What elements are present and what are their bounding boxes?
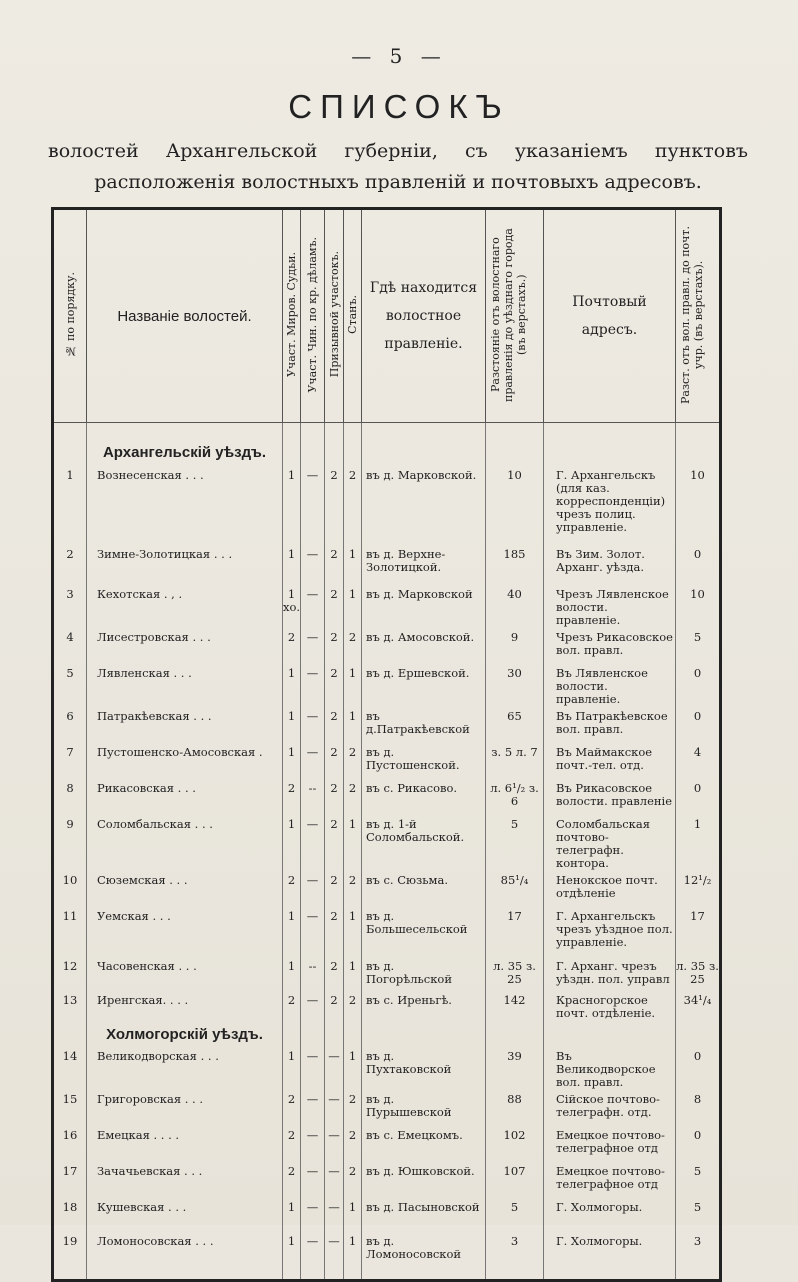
place-cell: въ д. Пурышевской — [362, 1089, 486, 1125]
mir-cell: 1 — [283, 706, 301, 742]
header-chin: Участ. Чин. по кр. дѣламъ. — [301, 209, 325, 423]
volost-name: Ломоносовская . . . — [87, 1231, 283, 1281]
distance-town-cell: л. 6¹/₂ з. 6 — [486, 778, 544, 814]
distance-post-cell: 0 — [676, 663, 721, 706]
table-row — [53, 814, 721, 870]
volost-name: Сюземская . . . — [87, 870, 283, 906]
header-mir: Участ. Миров. Судьи. — [283, 209, 301, 423]
chin-cell: — — [301, 1089, 325, 1125]
prizyv-cell: 2 — [325, 742, 344, 778]
distance-post-cell: 0 — [676, 544, 721, 584]
row-number: 19 — [53, 1231, 87, 1281]
distance-post-cell: 0 — [676, 778, 721, 814]
row-number: 5 — [53, 663, 87, 706]
place-cell: въ д.Патракѣевской — [362, 706, 486, 742]
chin-cell: — — [301, 627, 325, 663]
stan-cell: 1 — [344, 706, 362, 742]
distance-post-cell: 1 — [676, 814, 721, 870]
volost-name: Зачачьевская . . . — [87, 1161, 283, 1197]
mir-cell: 1 — [283, 465, 301, 544]
place-cell: въ с. Емецкомъ. — [362, 1125, 486, 1161]
prizyv-cell: 2 — [325, 627, 344, 663]
volost-name: Зимне-Золотицкая . . . — [87, 544, 283, 584]
place-cell: въ д. Марковской. — [362, 465, 486, 544]
place-cell: въ с. Сюзьма. — [362, 870, 486, 906]
prizyv-cell: 2 — [325, 814, 344, 870]
distance-town-cell: 65 — [486, 706, 544, 742]
mir-cell: 1 — [283, 663, 301, 706]
chin-cell: — — [301, 814, 325, 870]
prizyv-cell: — — [325, 1125, 344, 1161]
distance-post-cell: 5 — [676, 627, 721, 663]
chin-cell: — — [301, 584, 325, 627]
stan-cell: 1 — [344, 814, 362, 870]
stan-cell: 2 — [344, 1161, 362, 1197]
row-number: 17 — [53, 1161, 87, 1197]
place-cell: въ д. Амосовской. — [362, 627, 486, 663]
volost-name: Григоровская . . . — [87, 1089, 283, 1125]
postal-address-cell: Въ Зим. Золот. Арханг. уѣзда. — [544, 544, 676, 584]
stan-cell: 2 — [344, 742, 362, 778]
table-row — [53, 1089, 721, 1125]
volost-name: Пустошенско-Амосовская . — [87, 742, 283, 778]
place-cell: въ д. Ломоносовской — [362, 1231, 486, 1281]
row-number: 1 — [53, 465, 87, 544]
prizyv-cell: 2 — [325, 778, 344, 814]
stan-cell: 1 — [344, 544, 362, 584]
distance-post-cell: 10 — [676, 465, 721, 544]
distance-town-cell: 17 — [486, 906, 544, 956]
table-row — [53, 906, 721, 956]
section-title: Холмогорскій уѣздъ. — [87, 1022, 283, 1046]
distance-town-cell: 3 — [486, 1231, 544, 1281]
chin-cell: — — [301, 663, 325, 706]
distance-post-cell: 5 — [676, 1161, 721, 1197]
row-number: 7 — [53, 742, 87, 778]
table-row — [53, 778, 721, 814]
page-subtitle: волостей Архангельской губерніи, съ указаніемъ пунктовъ расположенія волостныхъ правленій и почтовыхъ адресовъ. — [48, 140, 748, 193]
table-row — [53, 956, 721, 990]
mir-cell: 1 — [283, 1197, 301, 1231]
table-row — [53, 990, 721, 1022]
mir-cell: 2 — [283, 627, 301, 663]
place-cell: въ д. Марковской — [362, 584, 486, 627]
prizyv-cell: 2 — [325, 544, 344, 584]
table-header-row — [53, 209, 721, 423]
volost-name: Великодворская . . . — [87, 1046, 283, 1089]
stan-cell: 2 — [344, 1125, 362, 1161]
stan-cell: 1 — [344, 906, 362, 956]
header-name: Названіе волостей. — [87, 209, 283, 423]
volost-name: Рикасовская . . . — [87, 778, 283, 814]
volost-name: Емецкая . . . . — [87, 1125, 283, 1161]
distance-post-cell: 8 — [676, 1089, 721, 1125]
prizyv-cell: 2 — [325, 584, 344, 627]
place-cell: въ д. Пасыновской — [362, 1197, 486, 1231]
row-number: 9 — [53, 814, 87, 870]
distance-town-cell: 102 — [486, 1125, 544, 1161]
stan-cell: 2 — [344, 778, 362, 814]
mir-cell: 2 — [283, 1161, 301, 1197]
volost-name: Уемская . . . — [87, 906, 283, 956]
prizyv-cell: — — [325, 1197, 344, 1231]
chin-cell: — — [301, 465, 325, 544]
table-row — [53, 544, 721, 584]
postal-address-cell: Чрезъ Рикасовское вол. правл. — [544, 627, 676, 663]
chin-cell: -- — [301, 778, 325, 814]
distance-town-cell: 9 — [486, 627, 544, 663]
table-row — [53, 465, 721, 544]
mir-cell: 2 — [283, 990, 301, 1022]
volost-table — [51, 207, 722, 1282]
place-cell: въ с. Рикасово. — [362, 778, 486, 814]
place-cell: въ д. Погорѣльской — [362, 956, 486, 990]
distance-post-cell: 0 — [676, 1046, 721, 1089]
table-row — [53, 1161, 721, 1197]
postal-address-cell: Въ Великодворское вол. правл. — [544, 1046, 676, 1089]
postal-address-cell: Въ Маймакское почт.-тел. отд. — [544, 742, 676, 778]
header-num: № по порядку. — [53, 209, 87, 423]
prizyv-cell: 2 — [325, 990, 344, 1022]
chin-cell: — — [301, 706, 325, 742]
row-number: 16 — [53, 1125, 87, 1161]
chin-cell: — — [301, 990, 325, 1022]
distance-post-cell: 5 — [676, 1197, 721, 1231]
table-row — [53, 1125, 721, 1161]
stan-cell: 2 — [344, 627, 362, 663]
stan-cell: 1 — [344, 584, 362, 627]
table-row — [53, 584, 721, 627]
chin-cell: — — [301, 742, 325, 778]
volost-name: Соломбальская . . . — [87, 814, 283, 870]
chin-cell: — — [301, 906, 325, 956]
prizyv-cell: 2 — [325, 956, 344, 990]
place-cell: въ д. Юшковской. — [362, 1161, 486, 1197]
mir-cell: 1 — [283, 814, 301, 870]
row-number: 8 — [53, 778, 87, 814]
prizyv-cell: — — [325, 1046, 344, 1089]
header-prizyv: Призывной участокъ. — [325, 209, 344, 423]
postal-address-cell: Емецкое почтово-телеграфное отд — [544, 1161, 676, 1197]
distance-town-cell: л. 35 з. 25 — [486, 956, 544, 990]
section-row — [53, 423, 721, 466]
postal-address-cell: Емецкое почтово-телеграфное отд — [544, 1125, 676, 1161]
table-row — [53, 627, 721, 663]
chin-cell: — — [301, 544, 325, 584]
chin-cell: — — [301, 1161, 325, 1197]
distance-town-cell: з. 5 л. 7 — [486, 742, 544, 778]
chin-cell: — — [301, 1231, 325, 1281]
row-number: 10 — [53, 870, 87, 906]
prizyv-cell: — — [325, 1161, 344, 1197]
place-cell: въ д. Верхне-Золотицкой. — [362, 544, 486, 584]
place-cell: въ с. Иреньгѣ. — [362, 990, 486, 1022]
postal-address-cell: Чрезъ Лявленское волости. правленіе. — [544, 584, 676, 627]
mir-cell: 2 — [283, 778, 301, 814]
row-number: 18 — [53, 1197, 87, 1231]
distance-town-cell: 107 — [486, 1161, 544, 1197]
mir-cell: 1 хо. — [283, 584, 301, 627]
mir-cell: 1 — [283, 956, 301, 990]
distance-town-cell: 5 — [486, 1197, 544, 1231]
distance-post-cell: 34¹/₄ — [676, 990, 721, 1022]
volost-name: Лисестровская . . . — [87, 627, 283, 663]
distance-town-cell: 185 — [486, 544, 544, 584]
distance-town-cell: 85¹/₄ — [486, 870, 544, 906]
volost-name: Лявленская . . . — [87, 663, 283, 706]
section-row — [53, 1022, 721, 1046]
row-number: 12 — [53, 956, 87, 990]
postal-address-cell: Ненокское почт. отдѣленіе — [544, 870, 676, 906]
table-row — [53, 1197, 721, 1231]
prizyv-cell: 2 — [325, 465, 344, 544]
page-title: СПИСОКЪ — [288, 88, 510, 125]
header-stan: Станъ. — [344, 209, 362, 423]
place-cell: въ д. Пустошенской. — [362, 742, 486, 778]
distance-post-cell: л. 35 з. 25 — [676, 956, 721, 990]
row-number: 15 — [53, 1089, 87, 1125]
distance-post-cell: 3 — [676, 1231, 721, 1281]
mir-cell: 2 — [283, 1125, 301, 1161]
chin-cell: — — [301, 1197, 325, 1231]
stan-cell: 1 — [344, 663, 362, 706]
prizyv-cell: 2 — [325, 870, 344, 906]
prizyv-cell: 2 — [325, 663, 344, 706]
header-dist2: Разст. отъ вол. правл. до почт. учр. (въ верстахъ). — [676, 209, 721, 423]
distance-post-cell: 10 — [676, 584, 721, 627]
distance-town-cell: 40 — [486, 584, 544, 627]
table-row — [53, 1231, 721, 1281]
distance-post-cell: 17 — [676, 906, 721, 956]
table-row — [53, 706, 721, 742]
stan-cell: 2 — [344, 870, 362, 906]
mir-cell: 1 — [283, 1231, 301, 1281]
header-addr: Почтовый адресъ. — [544, 209, 676, 423]
row-number: 6 — [53, 706, 87, 742]
table-row — [53, 1046, 721, 1089]
distance-town-cell: 10 — [486, 465, 544, 544]
mir-cell: 1 — [283, 906, 301, 956]
row-number: 13 — [53, 990, 87, 1022]
row-number: 2 — [53, 544, 87, 584]
place-cell: въ д. Пухтаковской — [362, 1046, 486, 1089]
mir-cell: 1 — [283, 1046, 301, 1089]
volost-name: Часовенская . . . — [87, 956, 283, 990]
volost-name: Вознесенская . . . — [87, 465, 283, 544]
postal-address-cell: Г. Холмогоры. — [544, 1231, 676, 1281]
postal-address-cell: Г. Архангельскъ чрезъ уѣздное пол. управленіе. — [544, 906, 676, 956]
page-number: — 5 — — [351, 44, 447, 68]
table-row — [53, 742, 721, 778]
mir-cell: 2 — [283, 1089, 301, 1125]
postal-address-cell: Красногорское почт. отдѣленіе. — [544, 990, 676, 1022]
place-cell: въ д. 1-й Соломбальской. — [362, 814, 486, 870]
chin-cell: — — [301, 870, 325, 906]
row-number: 14 — [53, 1046, 87, 1089]
section-title: Архангельскій уѣздъ. — [87, 423, 283, 466]
header-dist1: Разстояніе отъ волостнаго правленія до уѣзднаго города (въ верстахъ.) — [486, 209, 544, 423]
distance-post-cell: 0 — [676, 1125, 721, 1161]
postal-address-cell: Въ Лявленское волости. правленіе. — [544, 663, 676, 706]
place-cell: въ д. Ершевской. — [362, 663, 486, 706]
place-cell: въ д. Большесельской — [362, 906, 486, 956]
stan-cell: 1 — [344, 1197, 362, 1231]
postal-address-cell: Въ Рикасовское волости. правленіе — [544, 778, 676, 814]
chin-cell: — — [301, 1046, 325, 1089]
distance-town-cell: 142 — [486, 990, 544, 1022]
header-place: Гдѣ находится волостное правленіе. — [362, 209, 486, 423]
row-number: 3 — [53, 584, 87, 627]
distance-post-cell: 0 — [676, 706, 721, 742]
mir-cell: 1 — [283, 742, 301, 778]
mir-cell: 1 — [283, 544, 301, 584]
stan-cell: 2 — [344, 990, 362, 1022]
volost-name: Патракѣевская . . . — [87, 706, 283, 742]
postal-address-cell: Сійское почтово-телеграфн. отд. — [544, 1089, 676, 1125]
postal-address-cell: Г. Архангельскъ (для каз. корреспонденціи) чрезъ полиц. управленіе. — [544, 465, 676, 544]
postal-address-cell: Г. Холмогоры. — [544, 1197, 676, 1231]
postal-address-cell: Соломбальская почтово-телеграфн. контора. — [544, 814, 676, 870]
stan-cell: 2 — [344, 1089, 362, 1125]
mir-cell: 2 — [283, 870, 301, 906]
postal-address-cell: Въ Патракѣевское вол. правл. — [544, 706, 676, 742]
distance-town-cell: 5 — [486, 814, 544, 870]
stan-cell: 2 — [344, 465, 362, 544]
chin-cell: — — [301, 1125, 325, 1161]
distance-town-cell: 39 — [486, 1046, 544, 1089]
table-row — [53, 663, 721, 706]
prizyv-cell: — — [325, 1231, 344, 1281]
volost-name: Кехотская . , . — [87, 584, 283, 627]
distance-post-cell: 4 — [676, 742, 721, 778]
prizyv-cell: 2 — [325, 706, 344, 742]
distance-town-cell: 30 — [486, 663, 544, 706]
volost-name: Кушевская . . . — [87, 1197, 283, 1231]
distance-town-cell: 88 — [486, 1089, 544, 1125]
postal-address-cell: Г. Арханг. чрезъ уѣздн. пол. управл — [544, 956, 676, 990]
stan-cell: 1 — [344, 1231, 362, 1281]
stan-cell: 1 — [344, 1046, 362, 1089]
chin-cell: -- — [301, 956, 325, 990]
stan-cell: 1 — [344, 956, 362, 990]
distance-post-cell: 12¹/₂ — [676, 870, 721, 906]
prizyv-cell: 2 — [325, 906, 344, 956]
volost-name: Иренгская. . . . — [87, 990, 283, 1022]
row-number: 4 — [53, 627, 87, 663]
row-number: 11 — [53, 906, 87, 956]
table-row — [53, 870, 721, 906]
prizyv-cell: — — [325, 1089, 344, 1125]
